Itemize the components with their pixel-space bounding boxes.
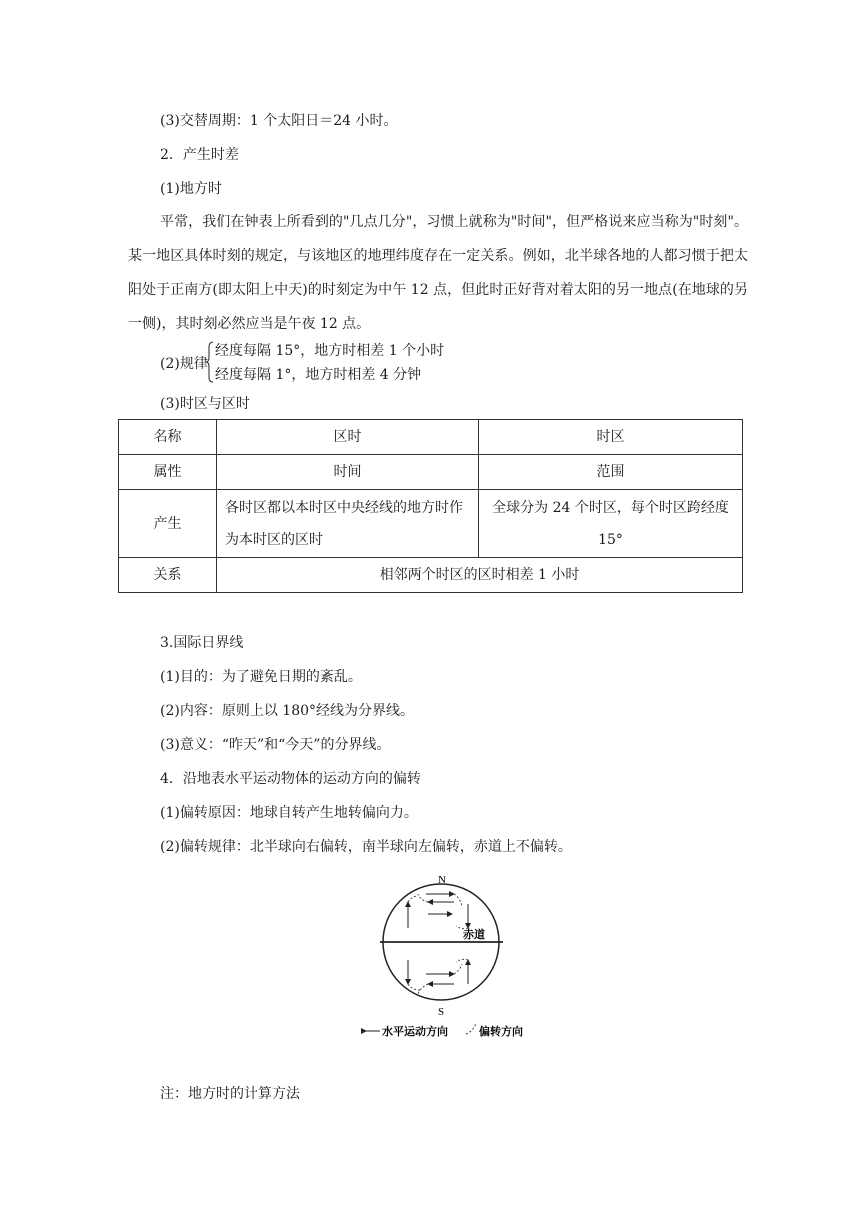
south-label: S [438, 1006, 445, 1018]
deflect-legend-label: 偏转方向 [479, 1025, 523, 1038]
curly-brace-icon [206, 341, 214, 383]
purpose-line: (1)目的：为了避免日期的紊乱。 [160, 669, 362, 685]
deflection-arrows [408, 894, 468, 984]
table-header-row [119, 420, 743, 455]
rule-label: (2)规律 [160, 356, 208, 372]
table-cell: 产生 [119, 490, 217, 558]
table-cell: 属性 [119, 455, 217, 490]
cycle-line: (3)交替周期：1 个太阳日＝24 小时。 [160, 113, 398, 129]
section-4-heading: 4．沿地表水平运动物体的运动方向的偏转 [160, 771, 421, 787]
law-line: (2)偏转规律：北半球向右偏转，南半球向左偏转，赤道上不偏转。 [160, 839, 572, 855]
table-row [119, 455, 743, 490]
note-line: 注：地方时的计算方法 [160, 1086, 300, 1102]
table-cell: 各时区都以本时区中央经线的地方时作为本时区的区时 [217, 490, 479, 558]
cause-line: (1)偏转原因：地球自转产生地转偏向力。 [160, 805, 418, 821]
table-cell: 时间 [217, 455, 479, 490]
table-cell: 关系 [119, 558, 217, 593]
time-zone-heading: (3)时区与区时 [160, 396, 250, 412]
north-label: N [438, 874, 446, 886]
rule-line-1: 经度每隔 15°，地方时相差 1 个小时 [215, 343, 445, 359]
section-3-heading: 3.国际日界线 [160, 635, 244, 651]
deflection-diagram [358, 868, 538, 1038]
deflection-curves [408, 894, 468, 994]
content-line: (2)内容：原则上以 180°经线为分界线。 [160, 703, 415, 719]
section-2-heading: 2．产生时差 [160, 147, 239, 163]
motion-legend-label: 水平运动方向 [382, 1025, 448, 1038]
table-cell: 相邻两个时区的区时相差 1 小时 [217, 558, 743, 593]
table-cell: 区时 [217, 420, 479, 455]
table-row [119, 558, 743, 593]
table-cell: 范围 [479, 455, 743, 490]
deflect-legend-icon [466, 1024, 476, 1034]
time-zone-table [118, 419, 743, 593]
table-row [119, 490, 743, 558]
local-time-heading: (1)地方时 [160, 181, 222, 197]
rule-line-2: 经度每隔 1°，地方时相差 4 分钟 [215, 367, 422, 383]
meaning-line: (3)意义：“昨天”和“今天”的分界线。 [160, 737, 391, 753]
table-cell: 时区 [479, 420, 743, 455]
equator-label: 赤道 [463, 928, 485, 941]
local-time-paragraph: 平常，我们在钟表上所看到的"几点几分"，习惯上就称为"时间"，但严格说来应当称为"时刻"。某一地区具体时刻的规定，与该地区的地理纬度存在一定关系。例如，北半球各地的人都习惯于把太阳处于正南方(即太阳上中天)的时刻定为中午 12 点，但此时正好背对着太阳的另一地点(在地球的另一侧)，其时刻必然应当是午夜 12 点。 [128, 214, 748, 332]
table-cell: 名称 [119, 420, 217, 455]
table-cell: 全球分为 24 个时区，每个时区跨经度 15° [479, 490, 743, 558]
